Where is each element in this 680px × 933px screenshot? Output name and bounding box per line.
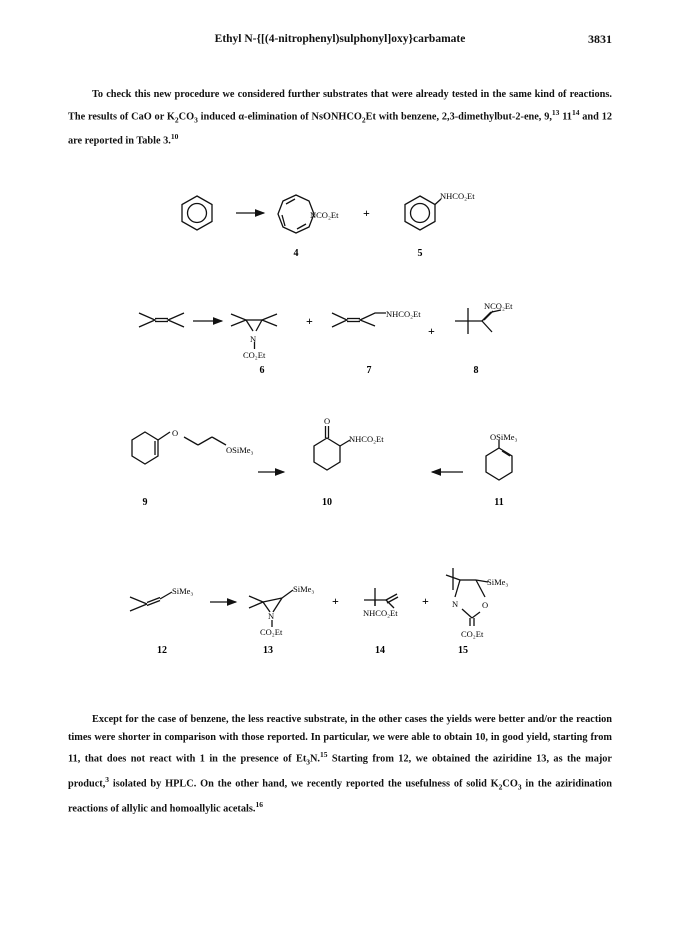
compound-label-12: 12	[157, 645, 167, 656]
silyl-aziridine-structure-13	[249, 590, 293, 627]
group-nhco2et-5: NHCO₂Et	[440, 191, 475, 201]
compound-label-13: 13	[263, 645, 273, 656]
plus-sign: +	[422, 594, 429, 608]
dimethylbutene-structure	[139, 313, 184, 327]
running-header-title: Ethyl N-{[(4-nitrophenyl)sulphonyl]oxy}carbamate	[214, 33, 466, 45]
group-nhco2et-10: NHCO₂Et	[349, 434, 384, 444]
alpha-amino-ketone-structure-10	[314, 426, 350, 470]
group-co2et-6: CO₂Et	[243, 350, 266, 360]
o-atom: O	[482, 600, 489, 610]
azepine-structure-4	[278, 195, 314, 233]
compound-label-14: 14	[375, 645, 385, 656]
group-nco2et-4: NCO₂Et	[310, 210, 339, 220]
paragraph-discussion: Except for the case of benzene, the less reactive substrate, in the other cases the yields were better and/or the reaction times were shorter in comparison with those reported. In particular, we were able to obtain 10, in good yield, starting from 11, that does not react with 1 in the presence of $Et_3N.^{15}$ Starting from 12, we obtained the aziridine 13, as the major product,$^3$ isolated by HPLC. On the other hand, we recently reported the usefulness of solid $K_2CO_3$ in the aziridination reactions of allylic and homoallylic acetals.$^{16}$	[68, 714, 612, 815]
plus-sign: +	[332, 594, 339, 608]
compound-label-4: 4	[293, 248, 299, 259]
silyl-enol-ether-structure-11	[486, 440, 512, 480]
o-atom: O	[324, 416, 331, 426]
group-osime3-9: OSiMe₃	[226, 445, 254, 455]
compound-label-15: 15	[458, 645, 468, 656]
plus-sign: +	[428, 324, 435, 338]
group-co2et-15: CO₂Et	[461, 629, 484, 639]
page-number: 3831	[588, 32, 612, 46]
allylsilane-structure-12	[130, 592, 172, 611]
plus-sign: +	[306, 314, 313, 328]
group-sime3-12: SiMe₃	[172, 586, 194, 596]
group-nco2et-8: NCO₂Et	[484, 301, 513, 311]
benzene-structure	[182, 196, 212, 230]
group-osime3-11: OSiMe₃	[490, 432, 518, 442]
compound-label-11: 11	[494, 497, 504, 508]
compound-label-6: 6	[259, 365, 265, 376]
anilide-structure-5	[405, 196, 441, 230]
group-co2et-13: CO₂Et	[260, 627, 283, 637]
n-atom: N	[452, 599, 459, 609]
o-atom: O	[172, 428, 179, 438]
allylic-carbamate-structure-14	[364, 588, 398, 608]
paragraph-intro: To check this new procedure we considered further substrates that were already tested in the same kind of reactions. The results of CaO or $K_2CO_3$ induced α-elimination of NsONHCO$_2$Et with benzene, 2,3-dimethylbut-2-ene, 9,13 $11^{14}$ and 12 are reported in Table 3.10	[68, 89, 612, 147]
compound-label-5: 5	[417, 248, 423, 259]
group-nhco2et-7: NHCO₂Et	[386, 309, 421, 319]
compound-label-10: 10	[322, 497, 332, 508]
n-atom: N	[250, 334, 257, 344]
compound-label-7: 7	[366, 365, 372, 376]
allylic-carbamate-structure-7	[332, 313, 386, 327]
n-atom: N	[268, 611, 275, 621]
group-sime3-15: SiMe₃	[487, 577, 509, 587]
compound-label-8: 8	[473, 365, 479, 376]
plus-sign: +	[363, 206, 370, 220]
enol-ether-structure-9	[132, 432, 226, 464]
compound-label-9: 9	[142, 497, 148, 508]
group-nhco2et-14: NHCO₂Et	[363, 608, 398, 618]
oxazoline-structure-15	[446, 568, 488, 626]
ene-product-structure-8	[455, 308, 501, 334]
group-sime3-13: SiMe₃	[293, 584, 315, 594]
